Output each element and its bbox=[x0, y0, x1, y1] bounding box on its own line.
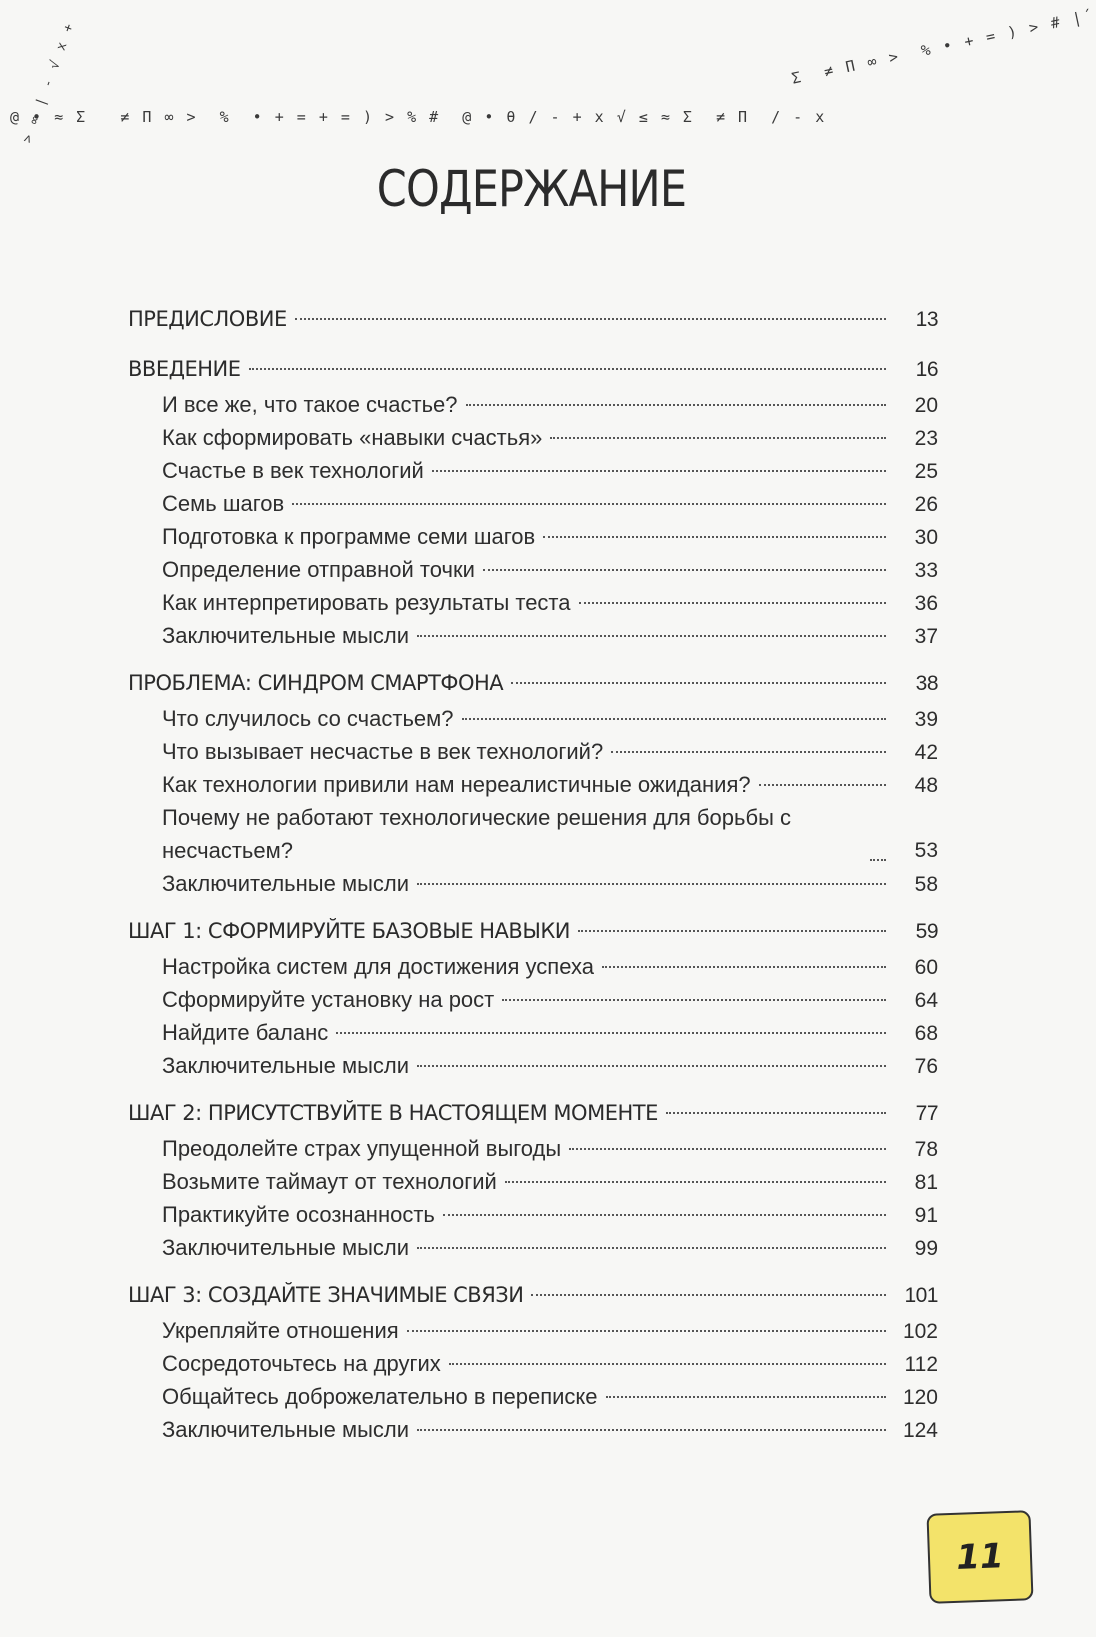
toc-section bbox=[128, 1094, 938, 1264]
toc-chapter-page: 38 bbox=[915, 672, 938, 695]
toc-entry[interactable] bbox=[128, 768, 938, 801]
toc-entry-page: 37 bbox=[914, 625, 938, 648]
toc-entry[interactable] bbox=[128, 454, 938, 487]
toc-entry[interactable] bbox=[128, 1347, 938, 1380]
dot-leader bbox=[417, 883, 886, 885]
decorative-symbols-right: Σ ≠ Π ∞ > % • + = ) > # |´ bbox=[790, 5, 1096, 88]
toc-entry-label: Определение отправной точки bbox=[162, 557, 475, 582]
toc-entry-label: Преодолейте страх упущенной выгоды bbox=[162, 1136, 562, 1161]
toc-chapter-label: ПРЕДИСЛОВИЕ bbox=[128, 307, 287, 331]
dot-leader bbox=[606, 1396, 886, 1398]
toc-entry-page: 64 bbox=[914, 989, 938, 1012]
toc-entry[interactable] bbox=[128, 867, 938, 900]
toc-entry-page: 91 bbox=[914, 1204, 938, 1227]
toc-entry-page: 76 bbox=[914, 1055, 938, 1078]
dot-leader bbox=[870, 859, 886, 861]
page-number-badge bbox=[926, 1510, 1033, 1604]
toc-entry-label: Заключительные мысли bbox=[162, 1053, 410, 1078]
toc-chapter-page: 59 bbox=[915, 920, 938, 943]
toc-entry-page: 112 bbox=[904, 1353, 938, 1376]
toc-entry-page: 68 bbox=[914, 1022, 938, 1045]
toc-entry[interactable] bbox=[128, 1231, 938, 1264]
toc-entry-page: 23 bbox=[914, 427, 938, 450]
decorative-symbols-top: @ • ≈ Σ ≠ Π ∞ > % • + = + = ) > % # @ • θ / - + x √ ≤ ≈ Σ ≠ Π / - x bbox=[10, 108, 827, 126]
toc-entry-label: И все же, что такое счастье? bbox=[162, 392, 458, 417]
toc-entry-label: Настройка систем для достижения успеха bbox=[162, 954, 594, 979]
toc-entry-label: Практикуйте осознанность bbox=[162, 1202, 435, 1227]
toc-entry-label: Семь шагов bbox=[162, 491, 285, 516]
toc-entry[interactable] bbox=[128, 388, 938, 421]
toc-chapter[interactable] bbox=[128, 350, 938, 388]
dot-leader bbox=[249, 368, 886, 370]
dot-leader bbox=[417, 635, 886, 637]
dot-leader bbox=[511, 682, 886, 684]
dot-leader bbox=[550, 437, 886, 439]
toc-entry-page: 81 bbox=[914, 1171, 938, 1194]
page-number: 11 bbox=[955, 1536, 1005, 1578]
dot-leader bbox=[578, 930, 886, 932]
toc-chapter[interactable] bbox=[128, 912, 938, 950]
toc-entry-page: 30 bbox=[914, 526, 938, 549]
toc-entry[interactable] bbox=[128, 735, 938, 768]
toc-entry[interactable] bbox=[128, 1132, 938, 1165]
toc-entry-label: Укрепляйте отношения bbox=[162, 1318, 399, 1343]
toc-entry[interactable] bbox=[128, 520, 938, 553]
toc-entry-page: 20 bbox=[914, 394, 938, 417]
dot-leader bbox=[579, 602, 887, 604]
toc-entry-page: 58 bbox=[914, 873, 938, 896]
toc-chapter[interactable] bbox=[128, 1276, 938, 1314]
toc-entry-page: 53 bbox=[914, 839, 938, 862]
toc-section bbox=[128, 300, 938, 338]
toc-entry-page: 39 bbox=[914, 708, 938, 731]
toc-section bbox=[128, 350, 938, 652]
toc-entry[interactable] bbox=[128, 1016, 938, 1049]
toc-chapter-page: 101 bbox=[904, 1284, 938, 1307]
dot-leader bbox=[417, 1429, 886, 1431]
dot-leader bbox=[611, 751, 886, 753]
toc-entry-label: Как интерпретировать результаты теста bbox=[162, 590, 571, 615]
toc-entry-label: Заключительные мысли bbox=[162, 1417, 410, 1442]
toc-entry[interactable] bbox=[128, 487, 938, 520]
toc-entry[interactable] bbox=[128, 983, 938, 1016]
toc-entry[interactable] bbox=[128, 801, 938, 867]
toc-section bbox=[128, 1276, 938, 1446]
toc-entry-page: 48 bbox=[914, 774, 938, 797]
toc-entry[interactable] bbox=[128, 586, 938, 619]
toc-entry[interactable] bbox=[128, 1049, 938, 1082]
toc-entry[interactable] bbox=[128, 619, 938, 652]
toc-entry-page: 25 bbox=[914, 460, 938, 483]
dot-leader bbox=[417, 1065, 886, 1067]
toc-entry-page: 33 bbox=[914, 559, 938, 582]
dot-leader bbox=[569, 1148, 886, 1150]
dot-leader bbox=[407, 1330, 886, 1332]
toc-chapter-page: 16 bbox=[915, 358, 938, 381]
toc-entry[interactable] bbox=[128, 1198, 938, 1231]
toc-entry-page: 120 bbox=[902, 1386, 938, 1409]
toc-entry-label: Что случилось со счастьем? bbox=[162, 706, 454, 731]
page-title: СОДЕРЖАНИЕ bbox=[376, 160, 687, 218]
dot-leader bbox=[483, 569, 886, 571]
dot-leader bbox=[336, 1032, 886, 1034]
dot-leader bbox=[462, 718, 887, 720]
dot-leader bbox=[531, 1294, 886, 1296]
toc-entry-label: Заключительные мысли bbox=[162, 1235, 410, 1260]
toc-chapter-label: ШАГ 1: СФОРМИРУЙТЕ БАЗОВЫЕ НАВЫКИ bbox=[128, 919, 570, 943]
table-of-contents bbox=[128, 300, 938, 1458]
dot-leader bbox=[432, 470, 886, 472]
toc-entry[interactable] bbox=[128, 1165, 938, 1198]
toc-chapter[interactable] bbox=[128, 664, 938, 702]
toc-entry-label: Почему не работают технологические решения для борьбы с несчастьем? bbox=[162, 805, 791, 863]
dot-leader bbox=[292, 503, 886, 505]
toc-entry[interactable] bbox=[128, 702, 938, 735]
toc-entry-label: Возьмите таймаут от технологий bbox=[162, 1169, 497, 1194]
toc-entry[interactable] bbox=[128, 950, 938, 983]
toc-chapter-label: ШАГ 2: ПРИСУТСТВУЙТЕ В НАСТОЯЩЕМ МОМЕНТЕ bbox=[128, 1101, 658, 1125]
toc-entry-page: 99 bbox=[914, 1237, 938, 1260]
dot-leader bbox=[543, 536, 886, 538]
toc-entry-label: Заключительные мысли bbox=[162, 623, 410, 648]
toc-entry-label: Общайтесь доброжелательно в переписке bbox=[162, 1384, 598, 1409]
dot-leader bbox=[295, 318, 886, 320]
dot-leader bbox=[602, 966, 886, 968]
toc-entry-label: Что вызывает несчастье в век технологий? bbox=[162, 739, 604, 764]
toc-entry-page: 36 bbox=[914, 592, 938, 615]
toc-entry[interactable] bbox=[128, 421, 938, 454]
toc-chapter-label: ШАГ 3: СОЗДАЙТЕ ЗНАЧИМЫЕ СВЯЗИ bbox=[128, 1283, 524, 1307]
toc-entry-label: Как технологии привили нам нереалистичные ожидания? bbox=[162, 772, 751, 797]
toc-entry-label: Сформируйте установку на рост bbox=[162, 987, 495, 1012]
toc-entry-page: 42 bbox=[914, 741, 938, 764]
toc-entry[interactable] bbox=[128, 1380, 938, 1413]
dot-leader bbox=[449, 1363, 886, 1365]
dot-leader bbox=[466, 404, 886, 406]
toc-entry-page: 102 bbox=[902, 1320, 938, 1343]
toc-entry-label: Счастье в век технологий bbox=[162, 458, 424, 483]
dot-leader bbox=[666, 1112, 886, 1114]
dot-leader bbox=[417, 1247, 886, 1249]
toc-entry-page: 78 bbox=[914, 1138, 938, 1161]
toc-chapter-page: 13 bbox=[915, 308, 938, 331]
toc-section bbox=[128, 664, 938, 900]
toc-entry-page: 124 bbox=[902, 1419, 938, 1442]
dot-leader bbox=[505, 1181, 886, 1183]
toc-chapter[interactable] bbox=[128, 300, 938, 338]
toc-entry[interactable] bbox=[128, 553, 938, 586]
toc-entry-page: 26 bbox=[914, 493, 938, 516]
toc-entry-label: Сосредоточьтесь на других bbox=[162, 1351, 441, 1376]
toc-entry-label: Как сформировать «навыки счастья» bbox=[162, 425, 543, 450]
toc-chapter-label: ПРОБЛЕМА: СИНДРОМ СМАРТФОНА bbox=[128, 671, 504, 695]
toc-entry-label: Найдите баланс bbox=[162, 1020, 329, 1045]
dot-leader bbox=[759, 784, 886, 786]
decorative-symbols-left: > ∞ | - √ x + bbox=[20, 19, 78, 146]
dot-leader bbox=[443, 1214, 886, 1216]
toc-entry-label: Подготовка к программе семи шагов bbox=[162, 524, 536, 549]
toc-section bbox=[128, 912, 938, 1082]
dot-leader bbox=[502, 999, 886, 1001]
toc-chapter[interactable] bbox=[128, 1094, 938, 1132]
toc-entry-page: 60 bbox=[914, 956, 938, 979]
toc-entry[interactable] bbox=[128, 1413, 938, 1446]
toc-chapter-page: 77 bbox=[915, 1102, 938, 1125]
toc-entry[interactable] bbox=[128, 1314, 938, 1347]
toc-chapter-label: ВВЕДЕНИЕ bbox=[128, 357, 241, 381]
toc-entry-label: Заключительные мысли bbox=[162, 871, 410, 896]
